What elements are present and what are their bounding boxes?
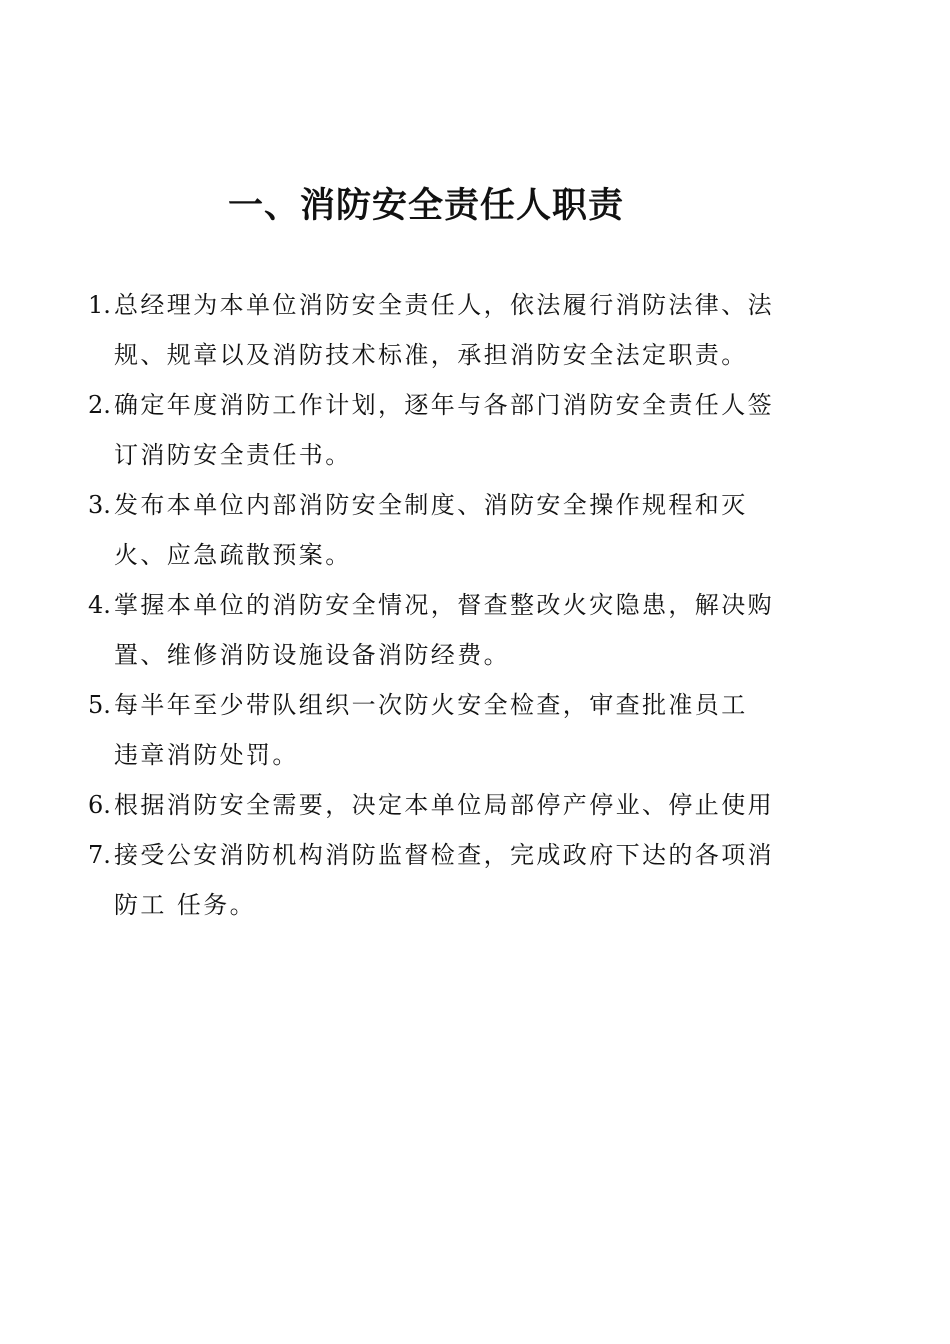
- item-number: 6.: [88, 791, 111, 819]
- item-text-line: 确定年度消防工作计划，逐年与各部门消防安全责任人签: [114, 391, 774, 419]
- item-text-line: 违章消防处罚。: [114, 741, 299, 769]
- item-text-line: 接受公安消防机构消防监督检查，完成政府下达的各项消: [114, 841, 774, 869]
- item-text-line: 防工 任务。: [114, 891, 257, 919]
- list-item: [88, 830, 774, 930]
- item-text-line: 规、规章以及消防技术标准，承担消防安全法定职责。: [114, 341, 748, 369]
- item-text-line: 掌握本单位的消防安全情况，督查整改火灾隐患，解决购: [114, 591, 774, 619]
- item-number: 2.: [88, 391, 111, 419]
- item-number: 5.: [88, 691, 111, 719]
- item-text-line: 总经理为本单位消防安全责任人，依法履行消防法律、法: [114, 291, 774, 319]
- item-number: 7.: [88, 841, 111, 869]
- list-item: [88, 280, 774, 380]
- item-number: 3.: [88, 491, 111, 519]
- item-text-line: 每半年至少带队组织一次防火安全检查，审查批准员工: [114, 691, 748, 719]
- item-text-line: 发布本单位内部消防安全制度、消防安全操作规程和灭: [114, 491, 748, 519]
- list-item: [88, 580, 774, 680]
- item-text-line: 根据消防安全需要，决定本单位局部停产停业、停止使用: [114, 791, 774, 819]
- list-item: [88, 680, 768, 780]
- item-text-line: 火、应急疏散预案。: [114, 541, 352, 569]
- item-number: 1.: [88, 291, 111, 319]
- item-text-line: 订消防安全责任书。: [114, 441, 352, 469]
- list-item: [88, 380, 774, 480]
- item-number: 4.: [88, 591, 111, 619]
- page-title: 一、消防安全责任人职责: [228, 186, 625, 226]
- list-item: [88, 780, 774, 830]
- list-item: [88, 480, 768, 580]
- responsibility-list: [88, 280, 774, 930]
- item-text-line: 置、维修消防设施设备消防经费。: [114, 641, 510, 669]
